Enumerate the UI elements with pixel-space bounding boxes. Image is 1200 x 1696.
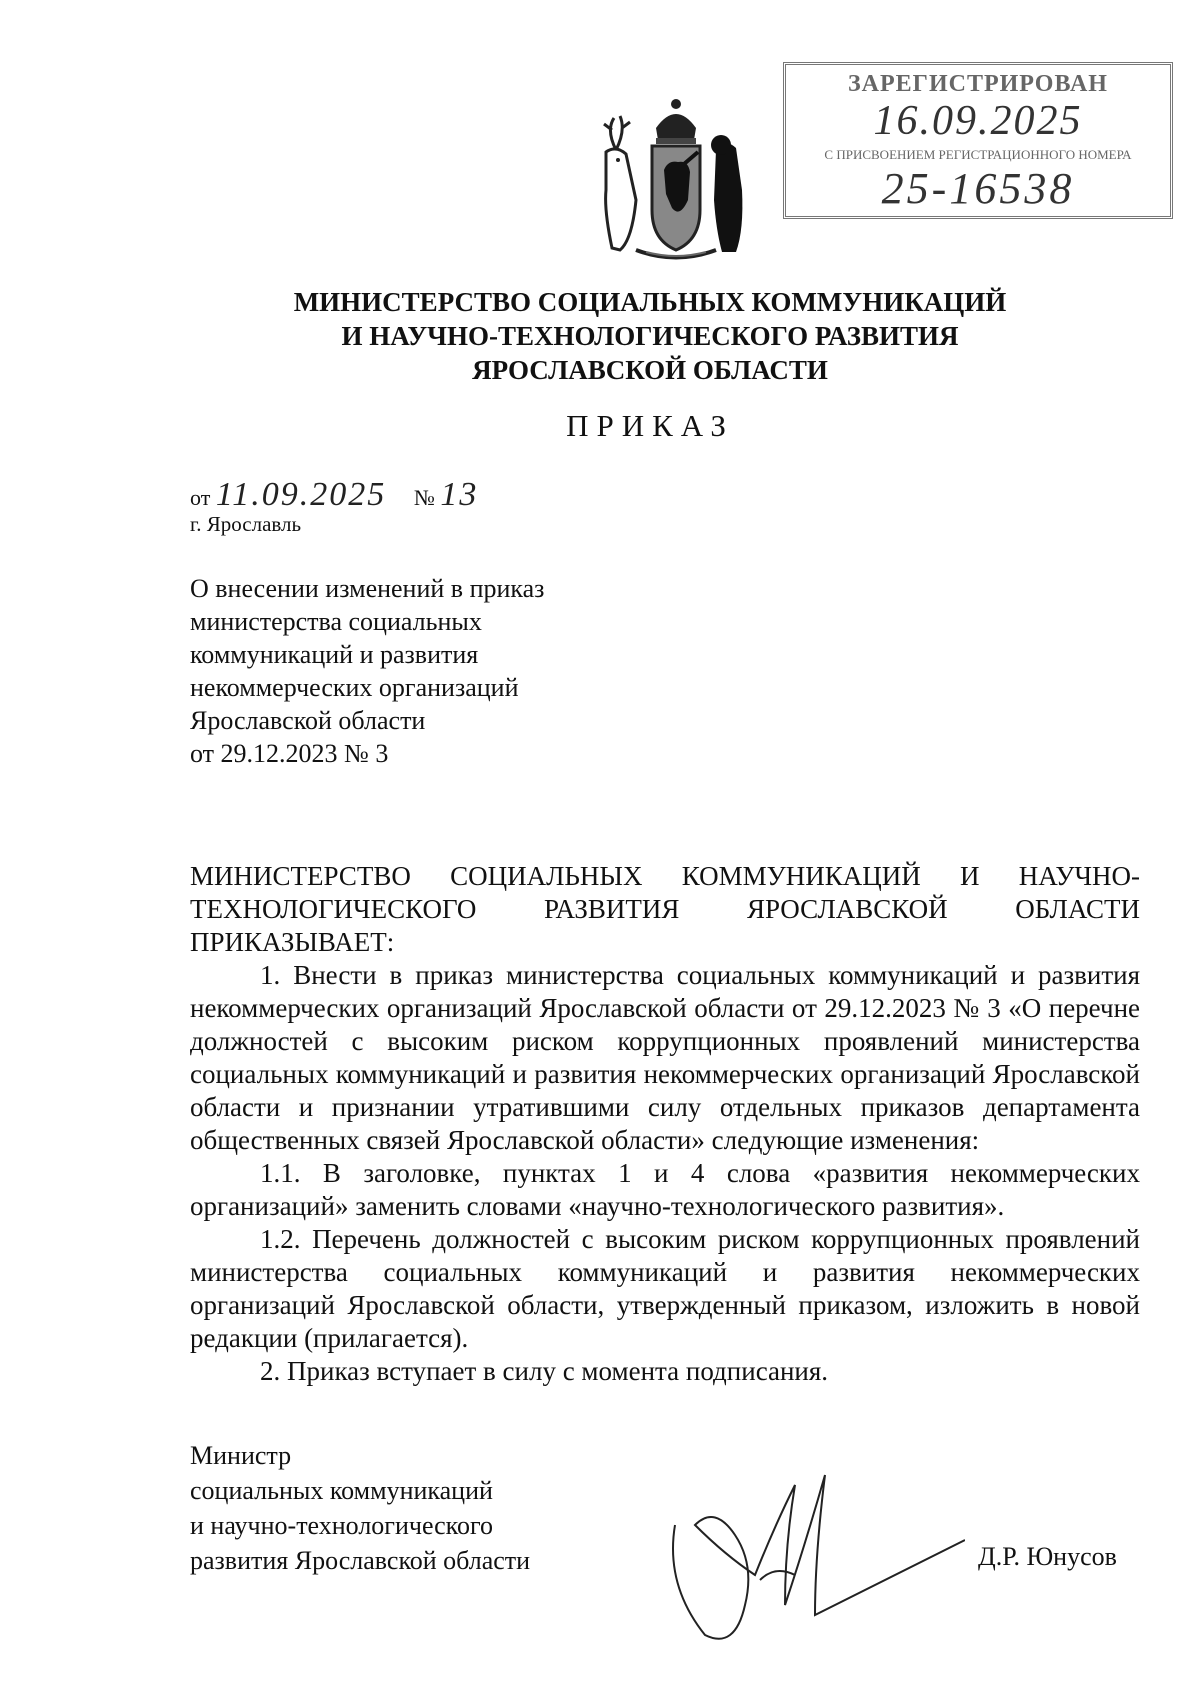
registration-stamp xyxy=(783,62,1173,219)
order-number: 13 xyxy=(440,476,479,513)
document-type-title: ПРИКАЗ xyxy=(566,408,734,443)
ministry-heading xyxy=(200,285,1100,387)
order-subject xyxy=(190,572,610,770)
paragraph-2: 2. Приказ вступает в силу с момента подписания. xyxy=(260,1356,829,1386)
preamble: МИНИСТЕРСТВО СОЦИАЛЬНЫХ КОММУНИКАЦИЙ И НАУЧНО-ТЕХНОЛОГИЧЕСКОГО РАЗВИТИЯ ЯРОСЛАВСКОЙ ОБЛАСТИ ПРИКАЗЫВАЕТ: xyxy=(190,861,1140,957)
subject-line-2: министерства социальных xyxy=(190,607,482,636)
paragraph-1-1: 1.1. В заголовке, пунктах 1 и 4 слова «развития некоммерческих организаций» заменить словами «научно-технологического развития». xyxy=(190,1158,1140,1221)
heading-line-3: ЯРОСЛАВСКОЙ ОБЛАСТИ xyxy=(472,355,828,385)
coat-of-arms-icon xyxy=(576,90,776,265)
paragraph-1: 1. Внести в приказ министерства социальных коммуникаций и развития некоммерческих организаций Ярославской области от 29.12.2023 № 3 «О перечне должностей с высоким риском коррупционных проявлений министерства социальных коммуникаций и развития некоммерческих организаций Ярославской области и признании утратившими силу отдельных приказов департамента общественных связей Ярославской области» следующие изменения: xyxy=(190,960,1140,1155)
paragraph-1-2: 1.2. Перечень должностей с высоким риском коррупционных проявлений министерства социальных коммуникаций и развития некоммерческих организаций Ярославской области, утвержденный приказом, изложить в новой редакции (прилагается). xyxy=(190,1224,1140,1353)
signer-name: Д.Р. Юнусов xyxy=(978,1542,1117,1571)
heading-line-1: МИНИСТЕРСТВО СОЦИАЛЬНЫХ КОММУНИКАЦИЙ xyxy=(293,287,1007,317)
subject-line-3: коммуникаций и развития xyxy=(190,640,479,669)
stamp-reg-number: 25-16538 xyxy=(881,164,1075,213)
subject-line-1: О внесении изменений в приказ xyxy=(190,574,545,603)
stamp-reg-label: С ПРИСВОЕНИЕМ РЕГИСТРАЦИОННОГО НОМЕРА xyxy=(824,147,1132,162)
order-date-number xyxy=(190,476,478,514)
signer-line-3: и научно-технологического xyxy=(190,1511,494,1540)
heading-line-2: И НАУЧНО-ТЕХНОЛОГИЧЕСКОГО РАЗВИТИЯ xyxy=(341,321,959,351)
number-label: № xyxy=(413,485,435,510)
stamp-date: 16.09.2025 xyxy=(873,98,1083,144)
signer-title xyxy=(190,1438,530,1578)
order-city: г. Ярославль xyxy=(190,512,302,536)
stamp-title: ЗАРЕГИСТРИРОВАН xyxy=(848,71,1108,97)
signer-line-2: социальных коммуникаций xyxy=(190,1476,493,1505)
subject-line-6: от 29.12.2023 № 3 xyxy=(190,739,389,768)
order-body xyxy=(190,860,1140,1388)
subject-line-4: некоммерческих организаций xyxy=(190,673,519,702)
subject-line-5: Ярославской области xyxy=(190,706,426,735)
order-date: 11.09.2025 xyxy=(215,476,387,513)
signer-line-1: Министр xyxy=(190,1441,292,1470)
signer-line-4: развития Ярославской области xyxy=(190,1546,531,1575)
handwritten-signature xyxy=(665,1465,965,1650)
from-label: от xyxy=(190,485,211,510)
